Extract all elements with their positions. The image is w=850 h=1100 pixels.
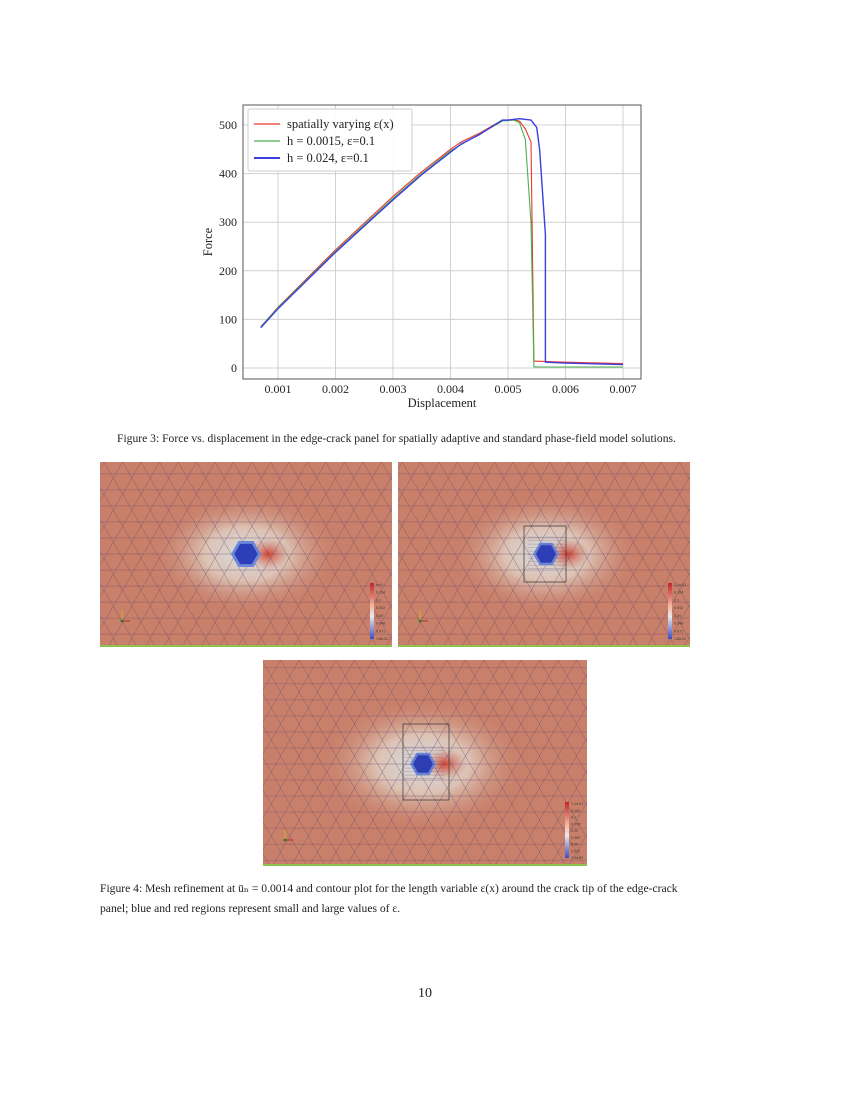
- figure-4-caption-line-2: panel; blue and red regions represent small and large values of ε.: [100, 902, 401, 915]
- mesh-panel-a: [100, 462, 392, 647]
- colorbar-tick-label: 0.104: [674, 590, 684, 595]
- x-tick-label: 0.004: [437, 382, 464, 396]
- colorbar-tick-label: 7.3e-03: [571, 856, 584, 860]
- x-tick-label: 0.006: [552, 382, 579, 396]
- mesh-canvas: [398, 462, 690, 645]
- y-tick-label: 400: [219, 166, 237, 181]
- legend-label: spatially varying ε(x): [287, 117, 394, 131]
- colorbar-tick-label: 0.071: [674, 629, 684, 634]
- colorbar-tick-label: 0.05: [376, 613, 384, 618]
- mesh-canvas: [263, 660, 587, 864]
- legend: [248, 109, 412, 171]
- colorbar-tick-label: 0.048: [674, 621, 684, 626]
- colorbar-tick-label: 0.30: [571, 842, 579, 847]
- x-tick-label: 0.001: [264, 382, 292, 396]
- x-tick-label: 0.005: [494, 382, 522, 396]
- colorbar-tick-label: 0.1: [674, 598, 680, 603]
- x-axis-label: Displacement: [407, 396, 477, 410]
- x-tick-label: 0.002: [322, 382, 349, 396]
- y-axis-label: Force: [201, 227, 215, 257]
- figure-3-caption: Figure 3: Force vs. displacement in the edge-crack panel for spatially adaptive and standard phase-field model solutions.: [117, 432, 676, 445]
- y-tick-label: 200: [219, 263, 237, 278]
- mesh-canvas: [100, 462, 392, 645]
- colorbar-tick-label: 0.1: [571, 815, 577, 820]
- mesh-panel-c: [263, 660, 587, 866]
- y-tick-label: 500: [219, 118, 237, 132]
- colorbar-tick-label: 0.275: [571, 849, 581, 854]
- y-tick-label: 300: [219, 215, 237, 230]
- legend-label: h = 0.024, ε=0.1: [287, 151, 369, 165]
- force-displacement-chart: [195, 95, 655, 415]
- colorbar-tick-label: 0.104: [376, 590, 386, 595]
- colorbar-tick-label: 1.1e-01: [674, 583, 687, 587]
- colorbar-tick-label: e+0: [376, 583, 383, 587]
- colorbar: [370, 583, 374, 639]
- colorbar-tick-label: 1.1e-01: [571, 802, 584, 806]
- x-tick-label: 0.007: [609, 382, 637, 396]
- colorbar-tick-label: 1.8e-02: [376, 637, 389, 641]
- figure-4-caption-line-1: Figure 4: Mesh refinement at ūₙ = 0.0014 and contour plot for the length variable ε(x) around the crack tip of the edge-crack: [100, 882, 678, 895]
- y-tick-label: 0: [231, 361, 237, 375]
- colorbar-tick-label: 0.05: [674, 613, 682, 618]
- colorbar-tick-label: 0.356: [571, 822, 581, 827]
- colorbar-tick-label: 0.105: [571, 808, 581, 813]
- chart-canvas: [195, 95, 655, 415]
- colorbar-tick-label: 0.048: [376, 621, 386, 626]
- colorbar-tick-label: 0.365: [571, 835, 581, 840]
- legend-label: h = 0.0015, ε=0.1: [287, 134, 376, 148]
- mesh-panel-b: [398, 462, 690, 647]
- colorbar: [565, 802, 569, 858]
- colorbar-tick-label: 0.1: [376, 598, 382, 603]
- page-number: 10: [418, 986, 432, 1001]
- figure-4-caption: [100, 879, 760, 919]
- colorbar-tick-label: 1.8e-02: [674, 637, 687, 641]
- colorbar-tick-label: 0.35: [571, 829, 579, 833]
- colorbar-tick-label: 0.052: [674, 606, 684, 611]
- x-tick-label: 0.003: [379, 382, 407, 396]
- colorbar: [668, 583, 672, 639]
- y-tick-label: 100: [219, 312, 237, 327]
- colorbar-tick-label: 0.052: [376, 606, 386, 611]
- colorbar-tick-label: 0.071: [376, 629, 386, 634]
